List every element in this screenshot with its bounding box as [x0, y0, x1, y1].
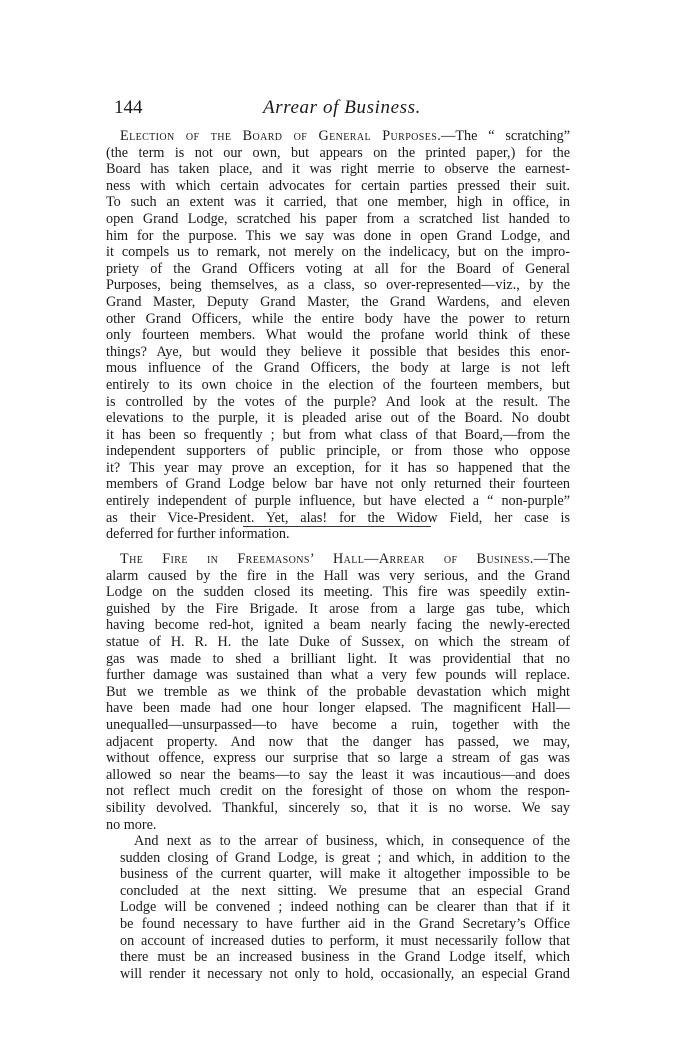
text-line: having become red-hot, ignited a beam nearly facing the newly-erected: [106, 617, 570, 634]
text-line: is controlled by the votes of the purple? And look at the result. The: [106, 393, 570, 410]
text-line: will render it necessary not only to hold, occasionally, an especial Grand: [120, 965, 570, 982]
text-line: not reflect much credit on the foresight of those on whom the respon-: [106, 783, 570, 800]
text-line: there must be an increased business in the Grand Lodge itself, which: [120, 949, 570, 966]
text-line: entirely to its own choice in the election of the fourteen members, but: [106, 376, 570, 393]
text-line: gas was made to shed a brilliant light. It was providential that no: [106, 650, 570, 667]
text-line: sibility devolved. Thankful, sincerely so, that it is no worse. We say: [106, 799, 570, 816]
text-line: independent supporters of public principle, or from those who oppose: [106, 443, 570, 460]
text-line: on account of increased duties to perform, it must necessarily follow that: [120, 932, 570, 949]
text-line: other Grand Officers, while the entire body have the power to return: [106, 310, 570, 327]
section-heading: Election of the Board of General Purposes.: [120, 128, 442, 144]
text-line: unequalled—unsurpassed—to have become a ruin, together with the: [106, 716, 570, 733]
section-divider: [243, 526, 431, 527]
text-line: The Fire in Freemasons’ Hall—Arrear of Business.—The: [120, 551, 570, 567]
text-line: business of the current quarter, will make it altogether impossible to be: [120, 866, 570, 883]
text-line: (the term is not our own, but appears on the printed paper,) for the: [106, 144, 570, 161]
text-line: But we tremble as we think of the probable devastation which might: [106, 683, 570, 700]
text-line: statue of H. R. H. the late Duke of Sussex, on which the stream of: [106, 633, 570, 650]
text-line: him for the purpose. This we say was done in open Grand Lodge, and: [106, 227, 570, 244]
text-line: Grand Master, Deputy Grand Master, the Grand Wardens, and eleven: [106, 293, 570, 310]
text-line: Board has taken place, and it was right merrie to observe the earnest-: [106, 161, 570, 178]
text-line: Election of the Board of General Purposes.—The “ scratching”: [120, 128, 570, 144]
text-line: members of Grand Lodge below bar have not only returned their fourteen: [106, 476, 570, 493]
text-line: open Grand Lodge, scratched his paper from a scratched list handed to: [106, 210, 570, 227]
text-line: mous influence of the Grand Officers, the body at large is not left: [106, 360, 570, 377]
text-line: it compels us to remark, not merely on the indelicacy, but on the impro-: [106, 244, 570, 261]
text-line: Lodge will be convened ; indeed nothing can be clearer than that if it: [120, 899, 570, 916]
text-line: no more.: [106, 816, 157, 833]
text-line: it has been so frequently ; but from what class of that Board,—from the: [106, 426, 570, 443]
section-election-board: [106, 128, 570, 543]
text-line: without offence, express our surprise that so large a stream of gas was: [106, 750, 570, 767]
text-line: deferred for further information.: [106, 526, 290, 543]
text-line: Purposes, being themselves, as a class, so over-represented—viz., by the: [106, 277, 570, 294]
text-line: priety of the Grand Officers voting at all for the Board of General: [106, 260, 570, 277]
paragraph: [106, 551, 570, 833]
paragraph: [106, 128, 570, 543]
text-line: it? This year may prove an exception, for it has so happened that the: [106, 459, 570, 476]
text-line: be found necessary to have further aid in the Grand Secretary’s Office: [120, 916, 570, 933]
page-header: [114, 97, 570, 123]
text-line: sudden closing of Grand Lodge, is great ; and which, in addition to the: [120, 849, 570, 866]
text-line: further damage was sustained than what a very few pounds will replace.: [106, 667, 570, 684]
text-line: allowed so near the beams—to say the least it was incautious—and does: [106, 766, 570, 783]
section-fire-hall: [106, 551, 570, 982]
text-line: only fourteen members. What would the profane world think of these: [106, 327, 570, 344]
page-number: 144: [114, 97, 143, 118]
text-line: entirely independent of purple influence, but have elected a “ non-purple”: [106, 493, 570, 510]
text-line: Lodge on the sudden closed its meeting. This fire was speedily extin-: [106, 584, 570, 601]
text-line: alarm caused by the fire in the Hall was very serious, and the Grand: [106, 567, 570, 584]
section-heading: The Fire in Freemasons’ Hall—Arrear of Business.: [120, 551, 534, 567]
text-line: things? Aye, but would they believe it possible that besides this enor-: [106, 343, 570, 360]
running-title: Arrear of Business.: [263, 97, 421, 118]
paragraph: [106, 833, 570, 982]
text-line: as their Vice-President. Yet, alas! for the Widow Field, her case is: [106, 509, 570, 526]
text-line: And next as to the arrear of business, which, in consequence of the: [134, 833, 570, 850]
text-line: concluded at the next sitting. We presume that an especial Grand: [120, 882, 570, 899]
text-line: To such an extent was it carried, that one member, high in office, in: [106, 194, 570, 211]
text-line: guished by the Fire Brigade. It arose from a large gas tube, which: [106, 600, 570, 617]
text-line: ness with which certain advocates for certain parties pressed their suit.: [106, 177, 570, 194]
text-line: adjacent property. And now that the danger has passed, we may,: [106, 733, 570, 750]
text-line: elevations to the purple, it is pleaded arise out of the Board. No doubt: [106, 410, 570, 427]
text-line: have been made had one hour longer elapsed. The magnificent Hall—: [106, 700, 570, 717]
